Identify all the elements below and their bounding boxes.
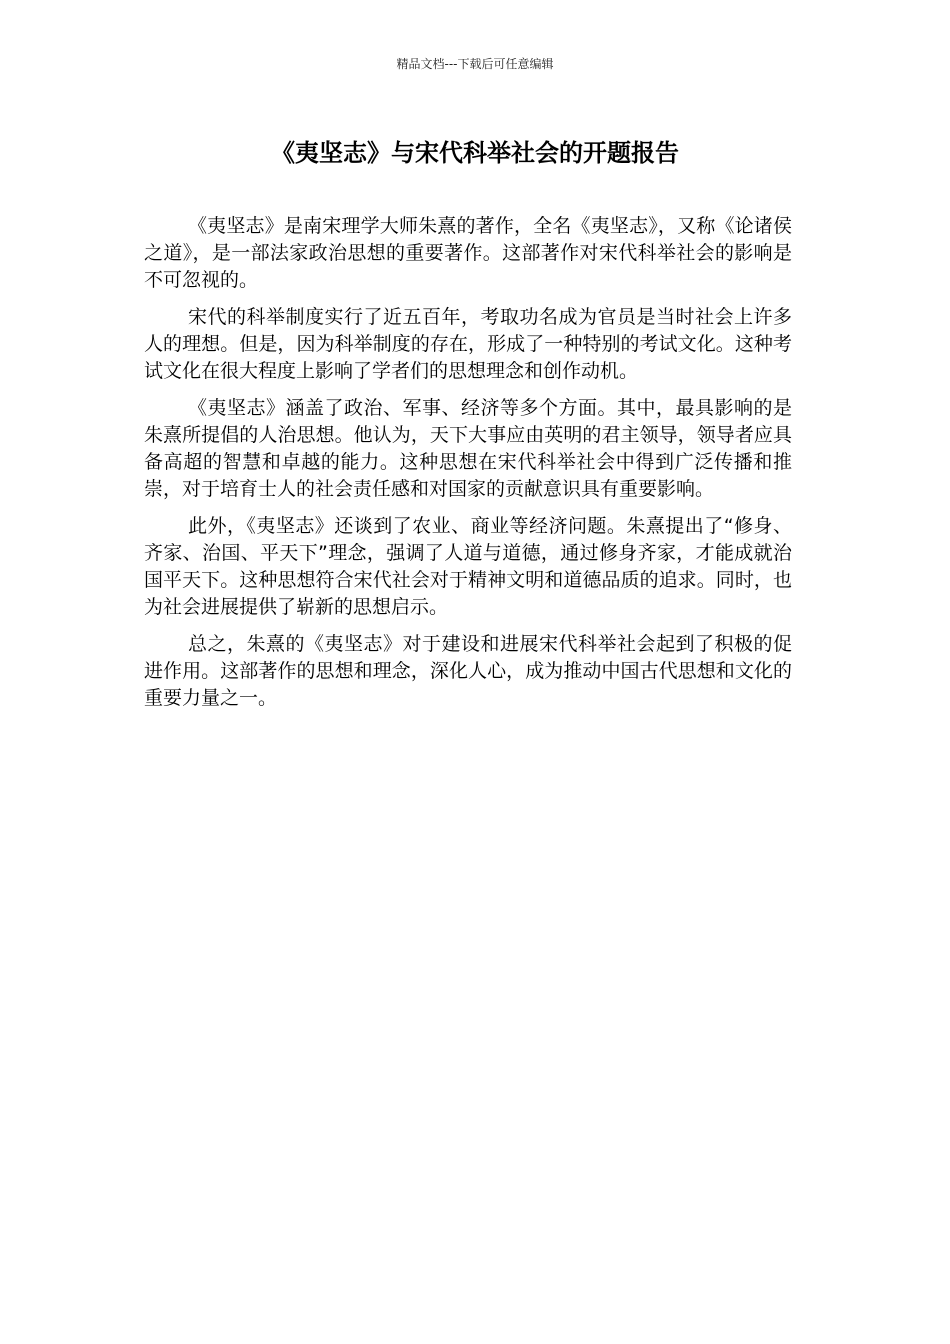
page-header: 精品文档---下载后可任意编辑 bbox=[396, 57, 554, 71]
document-body bbox=[144, 213, 792, 722]
paragraph-exam-system: 宋代的科举制度实行了近五百年，考取功名成为官员是当时社会上许多人的理想。但是，因为科举制度的存在，形成了一种特别的考试文化。这种考试文化在很大程度上影响了学者们的思想理念和创作动机。 bbox=[144, 306, 792, 382]
paragraph-conclusion: 总之，朱熹的《夷坚志》对于建设和进展宋代科举社会起到了积极的促进作用。这部著作的思想和理念，深化人心，成为推动中国古代思想和文化的重要力量之一。 bbox=[144, 633, 792, 709]
paragraph-content-scope: 《夷坚志》涵盖了政治、军事、经济等多个方面。其中，最具影响的是朱熹所提倡的人治思想。他认为，天下大事应由英明的君主领导，领导者应具备高超的智慧和卓越的能力。这种思想在宋代科举社会中得到广泛传播和推崇，对于培育士人的社会责任感和对国家的贡献意识具有重要影响。 bbox=[144, 397, 792, 500]
paragraph-economy: 此外，《夷坚志》还谈到了农业、商业等经济问题。朱熹提出了“修身、齐家、治国、平天下”理念，强调了人道与道德，通过修身齐家，才能成就治国平天下。这种思想符合宋代社会对于精神文明和道德品质的追求。同时，也为社会进展提供了崭新的思想启示。 bbox=[144, 515, 792, 618]
paragraph-intro: 《夷坚志》是南宋理学大师朱熹的著作，全名《夷坚志》，又称《论诸侯之道》，是一部法家政治思想的重要著作。这部著作对宋代科举社会的影响是不可忽视的。 bbox=[144, 215, 792, 291]
document-title: 《夷坚志》与宋代科举社会的开题报告 bbox=[271, 139, 679, 167]
